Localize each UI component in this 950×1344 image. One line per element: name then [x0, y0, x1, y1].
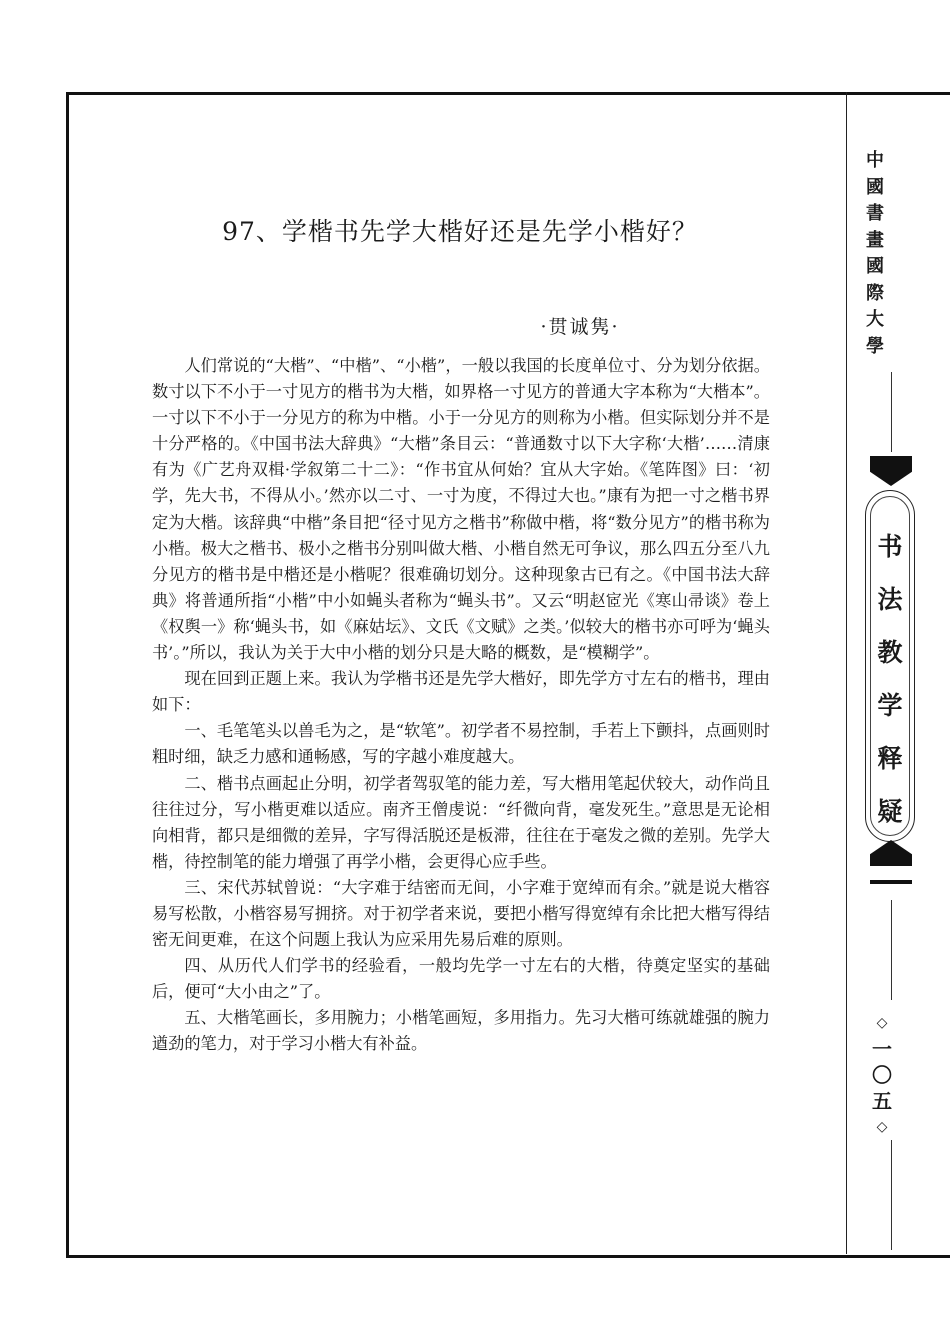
diamond-icon: ◇	[876, 1119, 888, 1135]
sidebar-line-bottom	[891, 1140, 892, 1250]
section-title: 书 法 教 学 释 疑	[877, 532, 903, 826]
publication-name: 中 國 書 畫 國 際 大 學	[866, 150, 884, 357]
sidebar-line-upper	[891, 372, 892, 452]
sidebar-line-lower	[891, 900, 892, 1000]
paragraph-reason-2: 二、楷书点画起止分明，初学者驾驭笔的能力差，写大楷用笔起伏较大，动作尚且往往过分，写小楷更难以适应。南齐王僧虔说：“纤微向背，毫发死生。”意思是无论相向相背，都只是细微的差异，字写得活脱还是板滞，往往在于毫发之微的差别。先学大楷，待控制笔的能力增强了再学小楷，会更得心应手些。	[152, 773, 770, 871]
paragraph-intro: 人们常说的“大楷”、“中楷”、“小楷”，一般以我国的长度单位寸、分为划分依据。数寸以下不小于一寸见方的楷书为大楷，如界格一寸见方的普通大字本称为“大楷本”。一寸以下不小于一分见方的称为中楷。小于一分见方的则称为小楷。但实际划分并不是十分严格的。《中国书法大辞典》“大楷”条目云：“普通数寸以下大字称‘大楷’……清康有为《广艺舟双楫·学叙第二十二》：“作书宜从何始？宜从大字始。《笔阵图》曰：‘初学，先大书，不得从小。’然亦以二寸、一寸为度，不得过大也。”康有为把一寸之楷书界定为大楷。该辞典“中楷”条目把“径寸见方之楷书”称做中楷，将“数分见方”的楷书称为小楷。极大之楷书、极小之楷书分别叫做大楷、小楷自然无可争议，那么四五分至八九分见方的楷书是中楷还是小楷呢？很难确切划分。这种现象古已有之。《中国书法大辞典》将普通所指“小楷”中小如蝇头者称为“蝇头书”。又云“明赵宧光《寒山帚谈》卷上《权舆一》称‘蝇头书，如《麻姑坛》、文氏《文赋》之类。’似较大的楷书亦可呼为‘蝇头书’。”所以，我认为关于大中小楷的划分只是大略的概数，是“模糊学”。	[152, 356, 770, 663]
author-name: ·贯诚隽·	[540, 316, 620, 338]
paragraph-reason-4: 四、从历代人们学书的经验看，一般均先学一寸左右的大楷，待奠定坚实的基础后，便可“大小由之”了。	[152, 956, 770, 1002]
article-body	[152, 353, 770, 1058]
sidebar-divider	[846, 92, 847, 1254]
paragraph-reason-3: 三、宋代苏轼曾说：“大字难于结密而无间，小字难于宽绰而有余。”就是说大楷容易写松散，小楷容易写拥挤。对于初学者来说，要把小楷写得宽绰有余比把大楷写得结密无间更难，在这个问题上我认为应采用先易后难的原则。	[152, 877, 770, 950]
diamond-icon: ◇	[876, 1015, 888, 1031]
ornament-bar-bottom	[870, 880, 912, 884]
ornament-bar-top	[870, 456, 912, 460]
paragraph-reason-5: 五、大楷笔画长，多用腕力；小楷笔画短，多用指力。先习大楷可练就雄强的腕力遒劲的笔力，对于学习小楷大有补益。	[152, 1008, 770, 1054]
page-number: ◇ 一 〇 五 ◇	[862, 1010, 902, 1140]
paragraph-thesis: 现在回到正题上来。我认为学楷书还是先学大楷好，即先学方寸左右的楷书，理由如下：	[152, 669, 770, 715]
paragraph-reason-1: 一、毛笔笔头以兽毛为之，是“软笔”。初学者不易控制，手若上下颤抖，点画则时粗时细，缺乏力感和通畅感，写的字越小难度越大。	[152, 721, 770, 767]
article-title: 97、学楷书先学大楷好还是先学小楷好？	[222, 217, 698, 246]
